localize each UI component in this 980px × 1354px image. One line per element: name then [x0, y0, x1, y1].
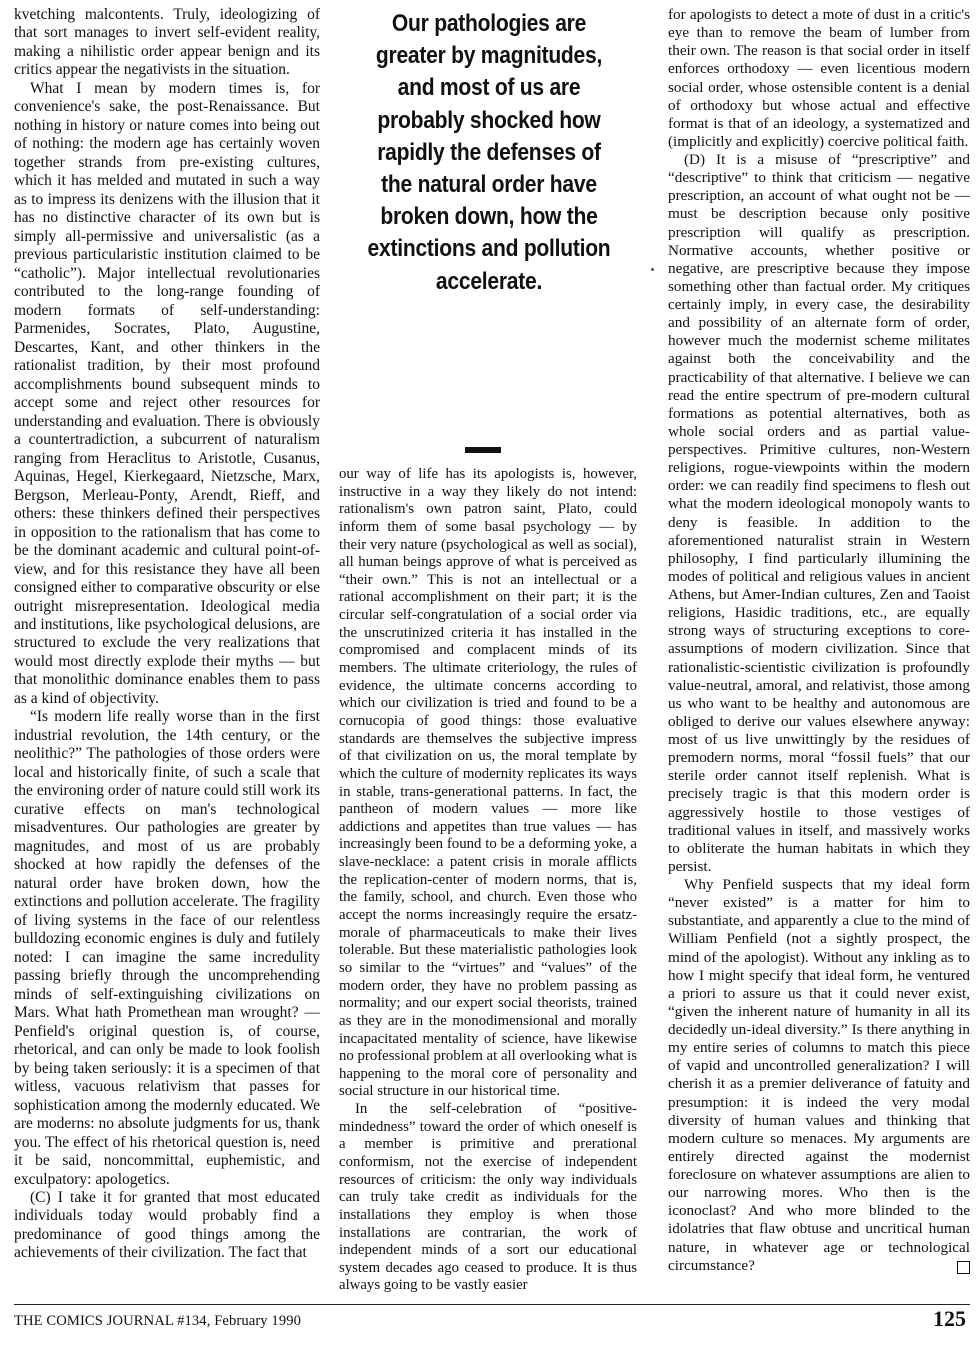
- hollow-square-icon: [957, 1261, 970, 1274]
- paragraph: (D) It is a misuse of “prescriptive” and “descriptive” to think that criticism — negative prescription, an account of what ought not be — must be description because only positive prescription will qualify as prescription. Normative accounts, whether positive or negative, are prescriptive because they impose something other than factual order. My critiques certainly imply, in every case, the desirability and possibility of an alternate form of order, however much the modernist scheme militates against both the conceivability and the practicability of that alternative. I believe we can read the entire spectrum of pre-modern cultural formations as potential alternatives, both as whole social orders and as partial value-perspectives. Primitive cultures, non-Western religions, rogue-viewpoints within the modern order: we can readily find specimens to flesh out what the modern ideological monopoly wants to deny is feasible. In addition to the aforementioned naturalist strain in Western philosophy, I find particularly illumining the modes of political and religious values in ancient Athens, but Amer-Indian cultures, Zen and Taoist religions, Hasidic traditions, etc., are equally strong ways of structuring exceptions to core-assumptions of modern civilization. Since that rationalistic-scientistic civilization is profoundly value-neutral, amoral, and relativist, those among us who want to be healthy and autonomous are obliged to derive our values elsewhere anyway: most of us live unwittingly by the residues of premodern norms, moral “fossil fuels” that our sterile order cannot itself replenish. What is precisely tragic is that this modern order is aggressively hostile to those vestiges of traditional values in itself, and massively works to obliterate the human habitats in which they persist.: [668, 151, 970, 875]
- publication-footer: THE COMICS JOURNAL #134, February 1990: [14, 1313, 302, 1329]
- paragraph: for apologists to detect a mote of dust in a critic's eye than to remove the beam of lumber from their own. The reason is that social order in itself enforces orthodoxy — even licentious modern social order, whose ostensible content is a denial of orthodoxy but whose actual and effective format is that of an ideology, a systematized and (implicitly and explicitly) coercive political faith.: [668, 6, 970, 150]
- paragraph: “Is modern life really worse than in the first industrial revolution, the 14th century, or the neolithic?” The pathologies of those orders were local and historically finite, of such a scale that the environing order of nature could still work its curative effects on man's technological misadventures. Our pathologies are greater by magnitudes, and most of us are probably shocked at how rapidly the defenses of the natural order have broken down, how the extinctions and pollution accelerate. The fragility of living systems in the face of our relentless bulldozing economic engines is duly and futilely noted: I can imagine the same incredulity passing briefly through the uncomprehending minds of self-extinguishing civilizations on Mars. What hath Promethean man wrought? — Penfield's original question is, of course, rhetorical, and can only be made to look foolish by being taken seriously: it is a specimen of that witless, vacuous relativism that passes for sophistication among the modernly educated. We are moderns: no absolute judgments for us, thank you. The effect of his rhetorical question is, need it be said, noncommittal, euphemistic, and exculpatory: apologetics.: [14, 708, 320, 1188]
- paragraph: In the self-celebration of “positive-mindedness” toward the order of which oneself is a member is primitive and prerational conformism, not the exercise of independent resources of criticism: the only way individuals can truly take credit as individuals for the installations they employ is when those installations are contrarian, the work of independent minds of a sort our educational system decades ago ceased to produce. It is thus always going to be vastly easier: [339, 1101, 637, 1294]
- paragraph: (C) I take it for granted that most educated individuals today would probably find a predominance of good things among the achievements of their civilization. The fact that: [14, 1189, 320, 1262]
- pull-quote-divider: [465, 447, 501, 453]
- page-number: 125: [933, 1306, 966, 1331]
- paragraph-text: Why Penfield suspects that my ideal form “never existed” is a matter for him to substantiate, and apparently a clue to the mind of William Penfield (not a sightly prospect, the mind of the apologist). Without any inkling as to how I might specify that ideal form, he ventured a priori to assure us that it could never exist, “given the inherent nature of humanity in all its decidedly un-ideal diversity.” Is there anything in my entire series of columns to match this piece of vapid and uncontrolled generalization? I will cherish it as a premier deliverance of fatuity and presumption: it is indeed the very modal diversity of human values and thinking that modern culture so menaces. My arguments are entirely directed against the modernist foreclosure on whatever assumptions are alien to our narrowing mores. Who then is the iconoclast? And who more blinded to the idolatries that flaw obtuse and uncritical human nature, in whatever age or technological circumstance?: [668, 876, 970, 1274]
- footer-divider: [14, 1304, 970, 1305]
- text-column-left: [14, 6, 320, 1263]
- text-column-right: [668, 6, 970, 1275]
- paragraph: [668, 876, 970, 1275]
- paragraph: What I mean by modern times is, for convenience's sake, the post-Renaissance. But nothing in history or nature comes into being out of nothing: the modern age has certainly woven together strands from pre-existing cultures, which it has melded and mutated in such a way as to impress its denizens with the illusion that it has no distinctive character of its own but is simply all-permissive and universalistic (as a previous particularistic institution claimed to be “catholic”). Major intellectual revolutionaries contributed to the long-range founding of modern formats of self-understanding: Parmenides, Socrates, Plato, Augustine, Descartes, Kant, and other thinkers in the rationalist tradition, by their most profound accomplishments bound subsequent minds to accept some and reject other resources for understanding and evaluation. There is obviously a countertradiction, a subcurrent of naturalism ranging from Heraclitus to Aristotle, Cusanus, Aquinas, Hegel, Kierkegaard, Nietzsche, Marx, Bergson, Merleau-Ponty, Arendt, Rieff, and others: these thinkers defined their perspectives in opposition to the rationalism that has come to be the dominant academic and cultural point-of-view, and for this resistance they have all been consigned either to comparative obscurity or else outright misrepresentation. Ideological media and institutions, like psychological delusions, are structured to exclude the very realizations that would most directly explode their myths — but that monolithic dominance enables them to pass as a kind of objectivity.: [14, 79, 320, 707]
- paragraph: kvetching malcontents. Truly, ideologizing of that sort manages to invert self-evident reality, making a nihilistic order appear benign and its critics appear the negativists in the situation.: [14, 6, 320, 79]
- text-column-middle: [339, 466, 637, 1295]
- paragraph: our way of life has its apologists is, however, instructive in a way they likely do not intend: rationalism's own patron saint, Plato, could inform them of some basal psychology — by their very nature (psychological as well as social), all human beings approve of what is perceived as “their own.” This is not an intellectual or a rational accomplishment on their part; it is the circular self-congratulation of a social order via the unscrutinized criteria it has installed in the compromised and complacent minds of its members. The ultimate criteriology, the rules of evidence, the ultimate concerns according to which our civilization is tried and found to be a cornucopia of good things: those evaluative standards are themselves the subjective impress of that civilization on us, the moral template by which the culture of modernity replicates its ways in stable, trans-generational patterns. In fact, the pantheon of modern values — more like addictions and appetites than true values — has increasingly been found to be a deforming yoke, a slave-necklace: a patent crisis in morale afflicts the replication-center of modern norms, that is, the family, school, and church. Even those who accept the norms increasingly require the ersatz-morale of pharmaceuticals to make their lives tolerable. But these materialistic pathologies look so similar to the “virtues” and “values” of the modern order, they have no problem passing as normality; and our expert social theorists, trained as they are in the monodimensional and morally incapacitated mentality of science, have likewise no professional problem at all overlooking what is happening to the moral core of personality and social structure in our historical time.: [339, 466, 637, 1100]
- print-speck: [651, 268, 654, 271]
- pull-quote: Our pathologies are greater by magnitudes, and most of us are probably shocked how rapidly the defenses of the natural order have broken down, how the extinctions and pollution accelerate.: [367, 10, 611, 295]
